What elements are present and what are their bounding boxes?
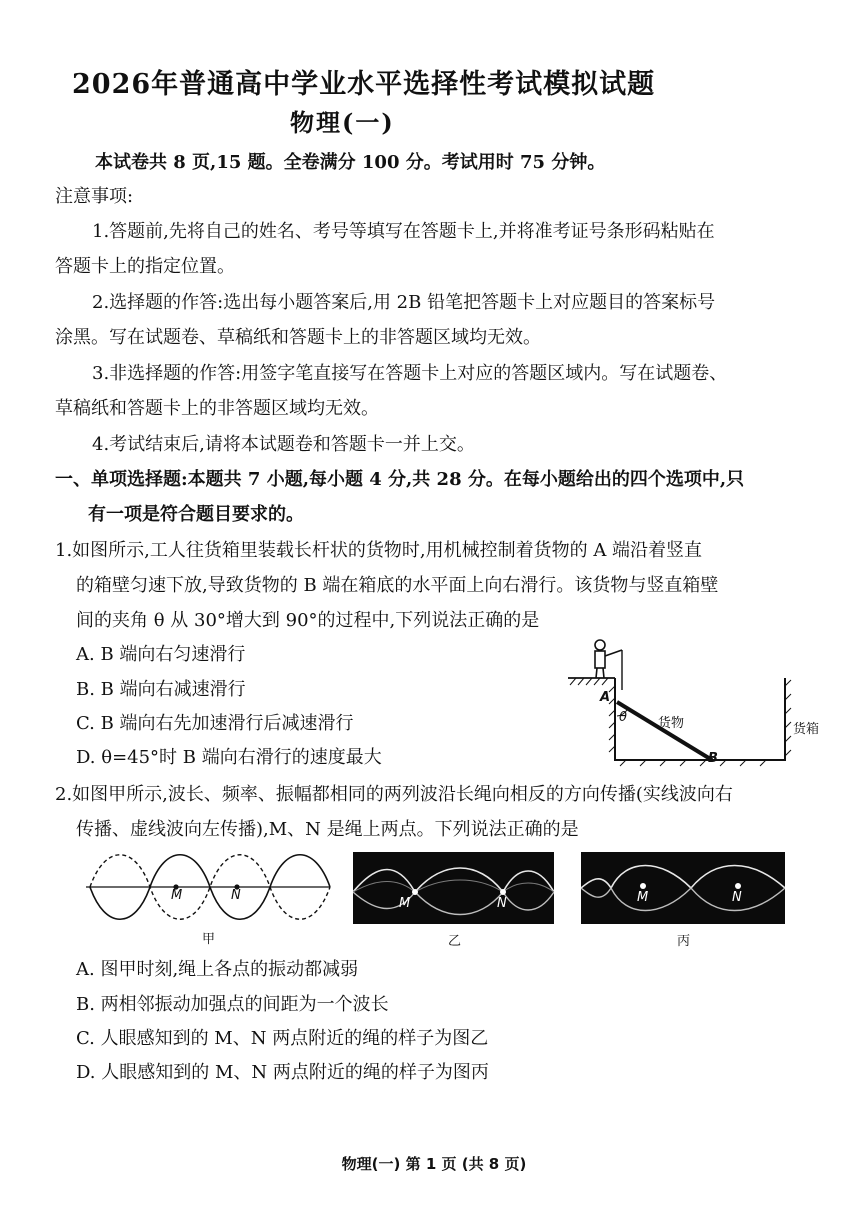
exam-title: 2026年普通高中学业水平选择性考试模拟试题 xyxy=(72,69,656,100)
note-2-line-1: 2.选择题的作答:选出每小题答案后,用 2B 铅笔把答题卡上对应题目的答案标号 xyxy=(92,292,716,313)
q2-figure-yi xyxy=(353,852,554,924)
note-1-line-1: 1.答题前,先将自己的姓名、考号等填写在答题卡上,并将准考证号条形码粘贴在 xyxy=(92,221,715,242)
q1-label-b: B xyxy=(708,751,718,766)
jia-label-n: N xyxy=(231,888,241,903)
q1-option-a: A. B 端向右匀速滑行 xyxy=(76,644,246,665)
q2-figure-jia xyxy=(82,850,334,924)
yi-caption: 乙 xyxy=(448,934,462,949)
q1-label-cargo: 货物 xyxy=(658,716,685,731)
note-3-line-2: 草稿纸和答题卡上的非答题区域均无效。 xyxy=(55,398,379,419)
q2-figure-bing xyxy=(581,852,785,924)
q2-stem-line-1: 2.如图甲所示,波长、频率、振幅都相同的两列波沿长绳向相反的方向传播(实线波向右 xyxy=(55,784,733,805)
cargo-rod xyxy=(617,702,712,760)
q1-option-b: B. B 端向右减速滑行 xyxy=(76,679,246,700)
note-1-line-2: 答题卡上的指定位置。 xyxy=(55,256,235,277)
worker-icon xyxy=(595,640,622,678)
q1-stem-line-1: 1.如图所示,工人往货箱里装载长杆状的货物时,用机械控制着货物的 A 端沿着竖直 xyxy=(55,540,703,561)
jia-caption: 甲 xyxy=(202,932,216,947)
q1-label-box: 货箱 xyxy=(793,722,820,737)
q1-option-d: D. θ=45°时 B 端向右滑行的速度最大 xyxy=(76,747,382,768)
q2-option-a: A. 图甲时刻,绳上各点的振动都减弱 xyxy=(76,959,359,980)
q1-stem-line-3: 间的夹角 θ 从 30°增大到 90°的过程中,下列说法正确的是 xyxy=(76,610,540,631)
q2-stem-line-2: 传播、虚线波向左传播),M、N 是绳上两点。下列说法正确的是 xyxy=(76,819,579,840)
yi-label-m: M xyxy=(399,896,411,911)
section-1-heading-cont: 有一项是符合题目要求的。 xyxy=(88,504,304,525)
note-2-line-2: 涂黑。写在试题卷、草稿纸和答题卡上的非答题区域均无效。 xyxy=(55,327,541,348)
bing-label-n: N xyxy=(732,890,742,905)
q1-stem-line-2: 的箱壁匀速下放,导致货物的 B 端在箱底的水平面上向右滑行。该货物与竖直箱壁 xyxy=(76,575,719,596)
bing-caption: 丙 xyxy=(677,934,691,949)
exam-subtitle: 物理(一) xyxy=(290,108,395,137)
section-1-heading: 一、单项选择题:本题共 7 小题,每小题 4 分,共 28 分。在每小题给出的四个选项中,只 xyxy=(55,469,745,490)
q1-option-c: C. B 端向右先加速滑行后减速滑行 xyxy=(76,713,354,734)
q1-label-a: A xyxy=(600,690,611,705)
page-footer: 物理(一) 第 1 页 (共 8 页) xyxy=(341,1155,527,1173)
jia-label-m: M xyxy=(171,888,183,903)
q1-label-theta: θ xyxy=(619,710,627,725)
q2-option-c: C. 人眼感知到的 M、N 两点附近的绳的样子为图乙 xyxy=(76,1028,489,1049)
q1-cargo-figure xyxy=(560,630,830,780)
q2-option-b: B. 两相邻振动加强点的间距为一个波长 xyxy=(76,994,389,1015)
q2-option-d: D. 人眼感知到的 M、N 两点附近的绳的样子为图丙 xyxy=(76,1062,489,1083)
note-4-line-1: 4.考试结束后,请将本试题卷和答题卡一并上交。 xyxy=(92,434,475,455)
notes-heading: 注意事项: xyxy=(55,186,134,207)
yi-label-n: N xyxy=(497,896,507,911)
exam-info: 本试卷共 8 页,15 题。全卷满分 100 分。考试用时 75 分钟。 xyxy=(95,152,606,173)
note-3-line-1: 3.非选择题的作答:用签字笔直接写在答题卡上对应的答题区域内。写在试题卷、 xyxy=(92,363,728,384)
bing-label-m: M xyxy=(637,890,649,905)
